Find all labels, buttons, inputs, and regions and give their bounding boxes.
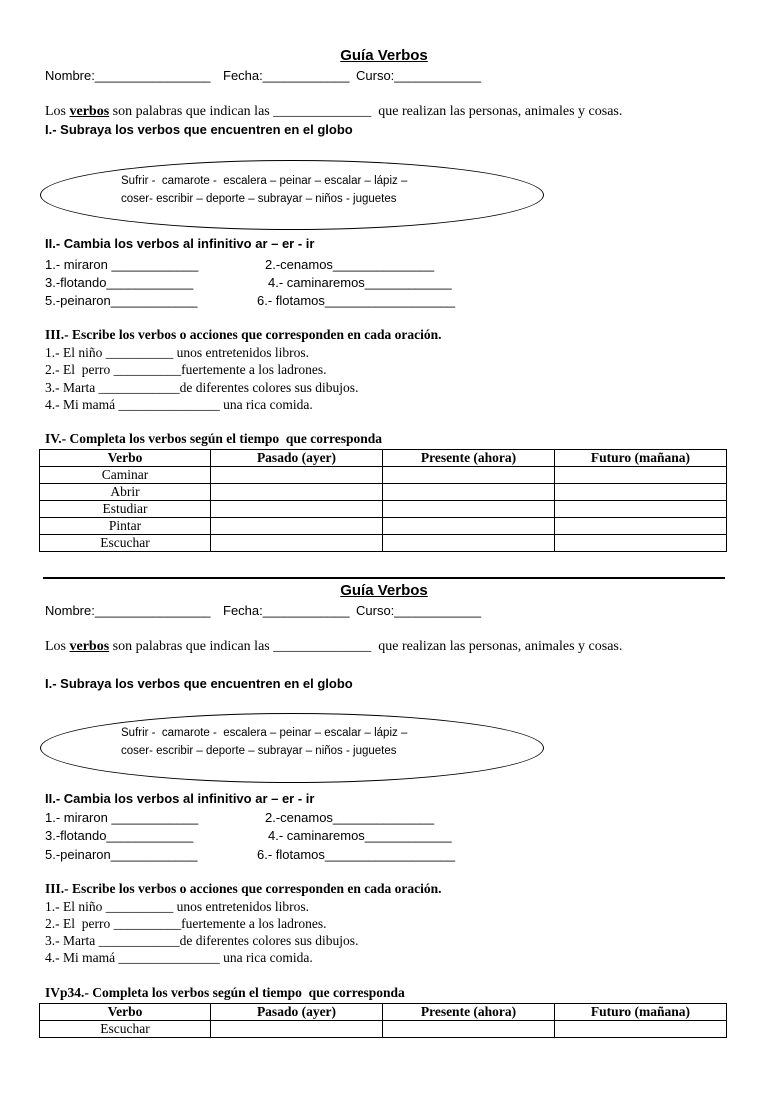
column-header-pasado: Pasado (ayer) — [211, 450, 383, 467]
sentence-item: 3.- Marta ____________de diferentes colores sus dibujos. — [45, 933, 359, 948]
intro-post: son palabras que indican las ______________ que realizan las personas, animales y cosas. — [109, 104, 623, 119]
intro-sentence — [45, 639, 622, 655]
column-header-presente: Presente (ahora) — [383, 450, 555, 467]
infinitive-item: 2.-cenamos______________ — [265, 810, 435, 825]
section-3-heading: III.- Escribe los verbos o acciones que corresponden en cada oración. — [45, 881, 442, 896]
table-row — [40, 1021, 727, 1038]
section-2-heading: II.- Cambia los verbos al infinitivo ar – er - ir — [45, 791, 315, 806]
intro-pre: Los — [45, 639, 70, 654]
verb-cell: Abrir — [40, 484, 211, 501]
globe-line-2: coser- escribir – deporte – subrayar – niños - juguetes — [121, 193, 397, 205]
infinitive-item: 3.-flotando____________ — [45, 828, 194, 843]
answer-cell — [211, 501, 383, 518]
answer-cell — [211, 467, 383, 484]
intro-post: son palabras que indican las ______________ que realizan las personas, animales y cosas. — [109, 639, 623, 654]
worksheet-2 — [0, 535, 768, 1095]
answer-cell — [211, 518, 383, 535]
table-row — [40, 518, 727, 535]
infinitive-item: 4.- caminaremos____________ — [268, 828, 452, 843]
intro-keyword: verbos — [69, 639, 110, 654]
verb-cell: Escuchar — [40, 535, 211, 552]
sentence-item: 4.- Mi mamá _______________ una rica comida. — [45, 397, 313, 412]
intro-sentence — [45, 104, 622, 120]
verb-cell: Pintar — [40, 518, 211, 535]
section-1-heading: I.- Subraya los verbos que encuentren en el globo — [45, 122, 353, 137]
section-2-heading: II.- Cambia los verbos al infinitivo ar – er - ir — [45, 236, 315, 251]
answer-cell — [555, 1021, 727, 1038]
answer-cell — [555, 484, 727, 501]
answer-cell — [211, 1021, 383, 1038]
globe-line-2: coser- escribir – deporte – subrayar – niños - juguetes — [121, 745, 397, 757]
table-row — [40, 501, 727, 518]
infinitive-item: 5.-peinaron____________ — [45, 293, 198, 308]
globe-line-1: Sufrir - camarote - escalera – peinar – escalar – lápiz – — [121, 175, 408, 187]
sentence-item: 4.- Mi mamá _______________ una rica comida. — [45, 950, 313, 965]
worksheet-title: Guía Verbos — [340, 47, 428, 64]
section-4-heading: IVp34.- Completa los verbos según el tiempo que corresponda — [45, 985, 405, 1000]
infinitive-item: 1.- miraron ____________ — [45, 257, 199, 272]
column-header-presente: Presente (ahora) — [383, 1004, 555, 1021]
answer-cell — [555, 501, 727, 518]
worksheet-title: Guía Verbos — [340, 582, 428, 599]
verb-cell: Escuchar — [40, 1021, 211, 1038]
answer-cell — [555, 467, 727, 484]
sentence-item: 2.- El perro __________fuertemente a los ladrones. — [45, 916, 327, 931]
answer-cell — [383, 484, 555, 501]
table-row — [40, 484, 727, 501]
section-1-heading: I.- Subraya los verbos que encuentren en el globo — [45, 676, 353, 691]
infinitive-item: 4.- caminaremos____________ — [268, 275, 452, 290]
fecha-field: Fecha:____________ — [223, 603, 350, 618]
fecha-field: Fecha:____________ — [223, 68, 350, 83]
column-header-futuro: Futuro (mañana) — [555, 450, 727, 467]
verb-tense-table — [39, 1003, 727, 1038]
sentence-item: 1.- El niño __________ unos entretenidos libros. — [45, 899, 309, 914]
infinitive-item: 5.-peinaron____________ — [45, 847, 198, 862]
answer-cell — [211, 484, 383, 501]
infinitive-item: 6.- flotamos__________________ — [257, 293, 456, 308]
verb-cell: Estudiar — [40, 501, 211, 518]
sentence-item: 3.- Marta ____________de diferentes colores sus dibujos. — [45, 380, 359, 395]
sentence-item: 1.- El niño __________ unos entretenidos libros. — [45, 345, 309, 360]
column-header-pasado: Pasado (ayer) — [211, 1004, 383, 1021]
nombre-field: Nombre:________________ — [45, 68, 211, 83]
verb-cell: Caminar — [40, 467, 211, 484]
answer-cell — [383, 1021, 555, 1038]
curso-field: Curso:____________ — [356, 603, 482, 618]
curso-field: Curso:____________ — [356, 68, 482, 83]
column-header-futuro: Futuro (mañana) — [555, 1004, 727, 1021]
answer-cell — [555, 518, 727, 535]
column-header-verbo: Verbo — [40, 1004, 211, 1021]
section-3-heading: III.- Escribe los verbos o acciones que corresponden en cada oración. — [45, 327, 442, 342]
answer-cell — [383, 467, 555, 484]
infinitive-item: 2.-cenamos______________ — [265, 257, 435, 272]
globe-line-1: Sufrir - camarote - escalera – peinar – escalar – lápiz – — [121, 727, 408, 739]
column-header-verbo: Verbo — [40, 450, 211, 467]
nombre-field: Nombre:________________ — [45, 603, 211, 618]
sentence-item: 2.- El perro __________fuertemente a los ladrones. — [45, 362, 327, 377]
infinitive-item: 6.- flotamos__________________ — [257, 847, 456, 862]
intro-keyword: verbos — [69, 104, 110, 119]
intro-pre: Los — [45, 104, 70, 119]
section-4-heading: IV.- Completa los verbos según el tiempo que corresponda — [45, 431, 383, 446]
answer-cell — [383, 518, 555, 535]
answer-cell — [383, 501, 555, 518]
table-row — [40, 467, 727, 484]
infinitive-item: 3.-flotando____________ — [45, 275, 194, 290]
infinitive-item: 1.- miraron ____________ — [45, 810, 199, 825]
